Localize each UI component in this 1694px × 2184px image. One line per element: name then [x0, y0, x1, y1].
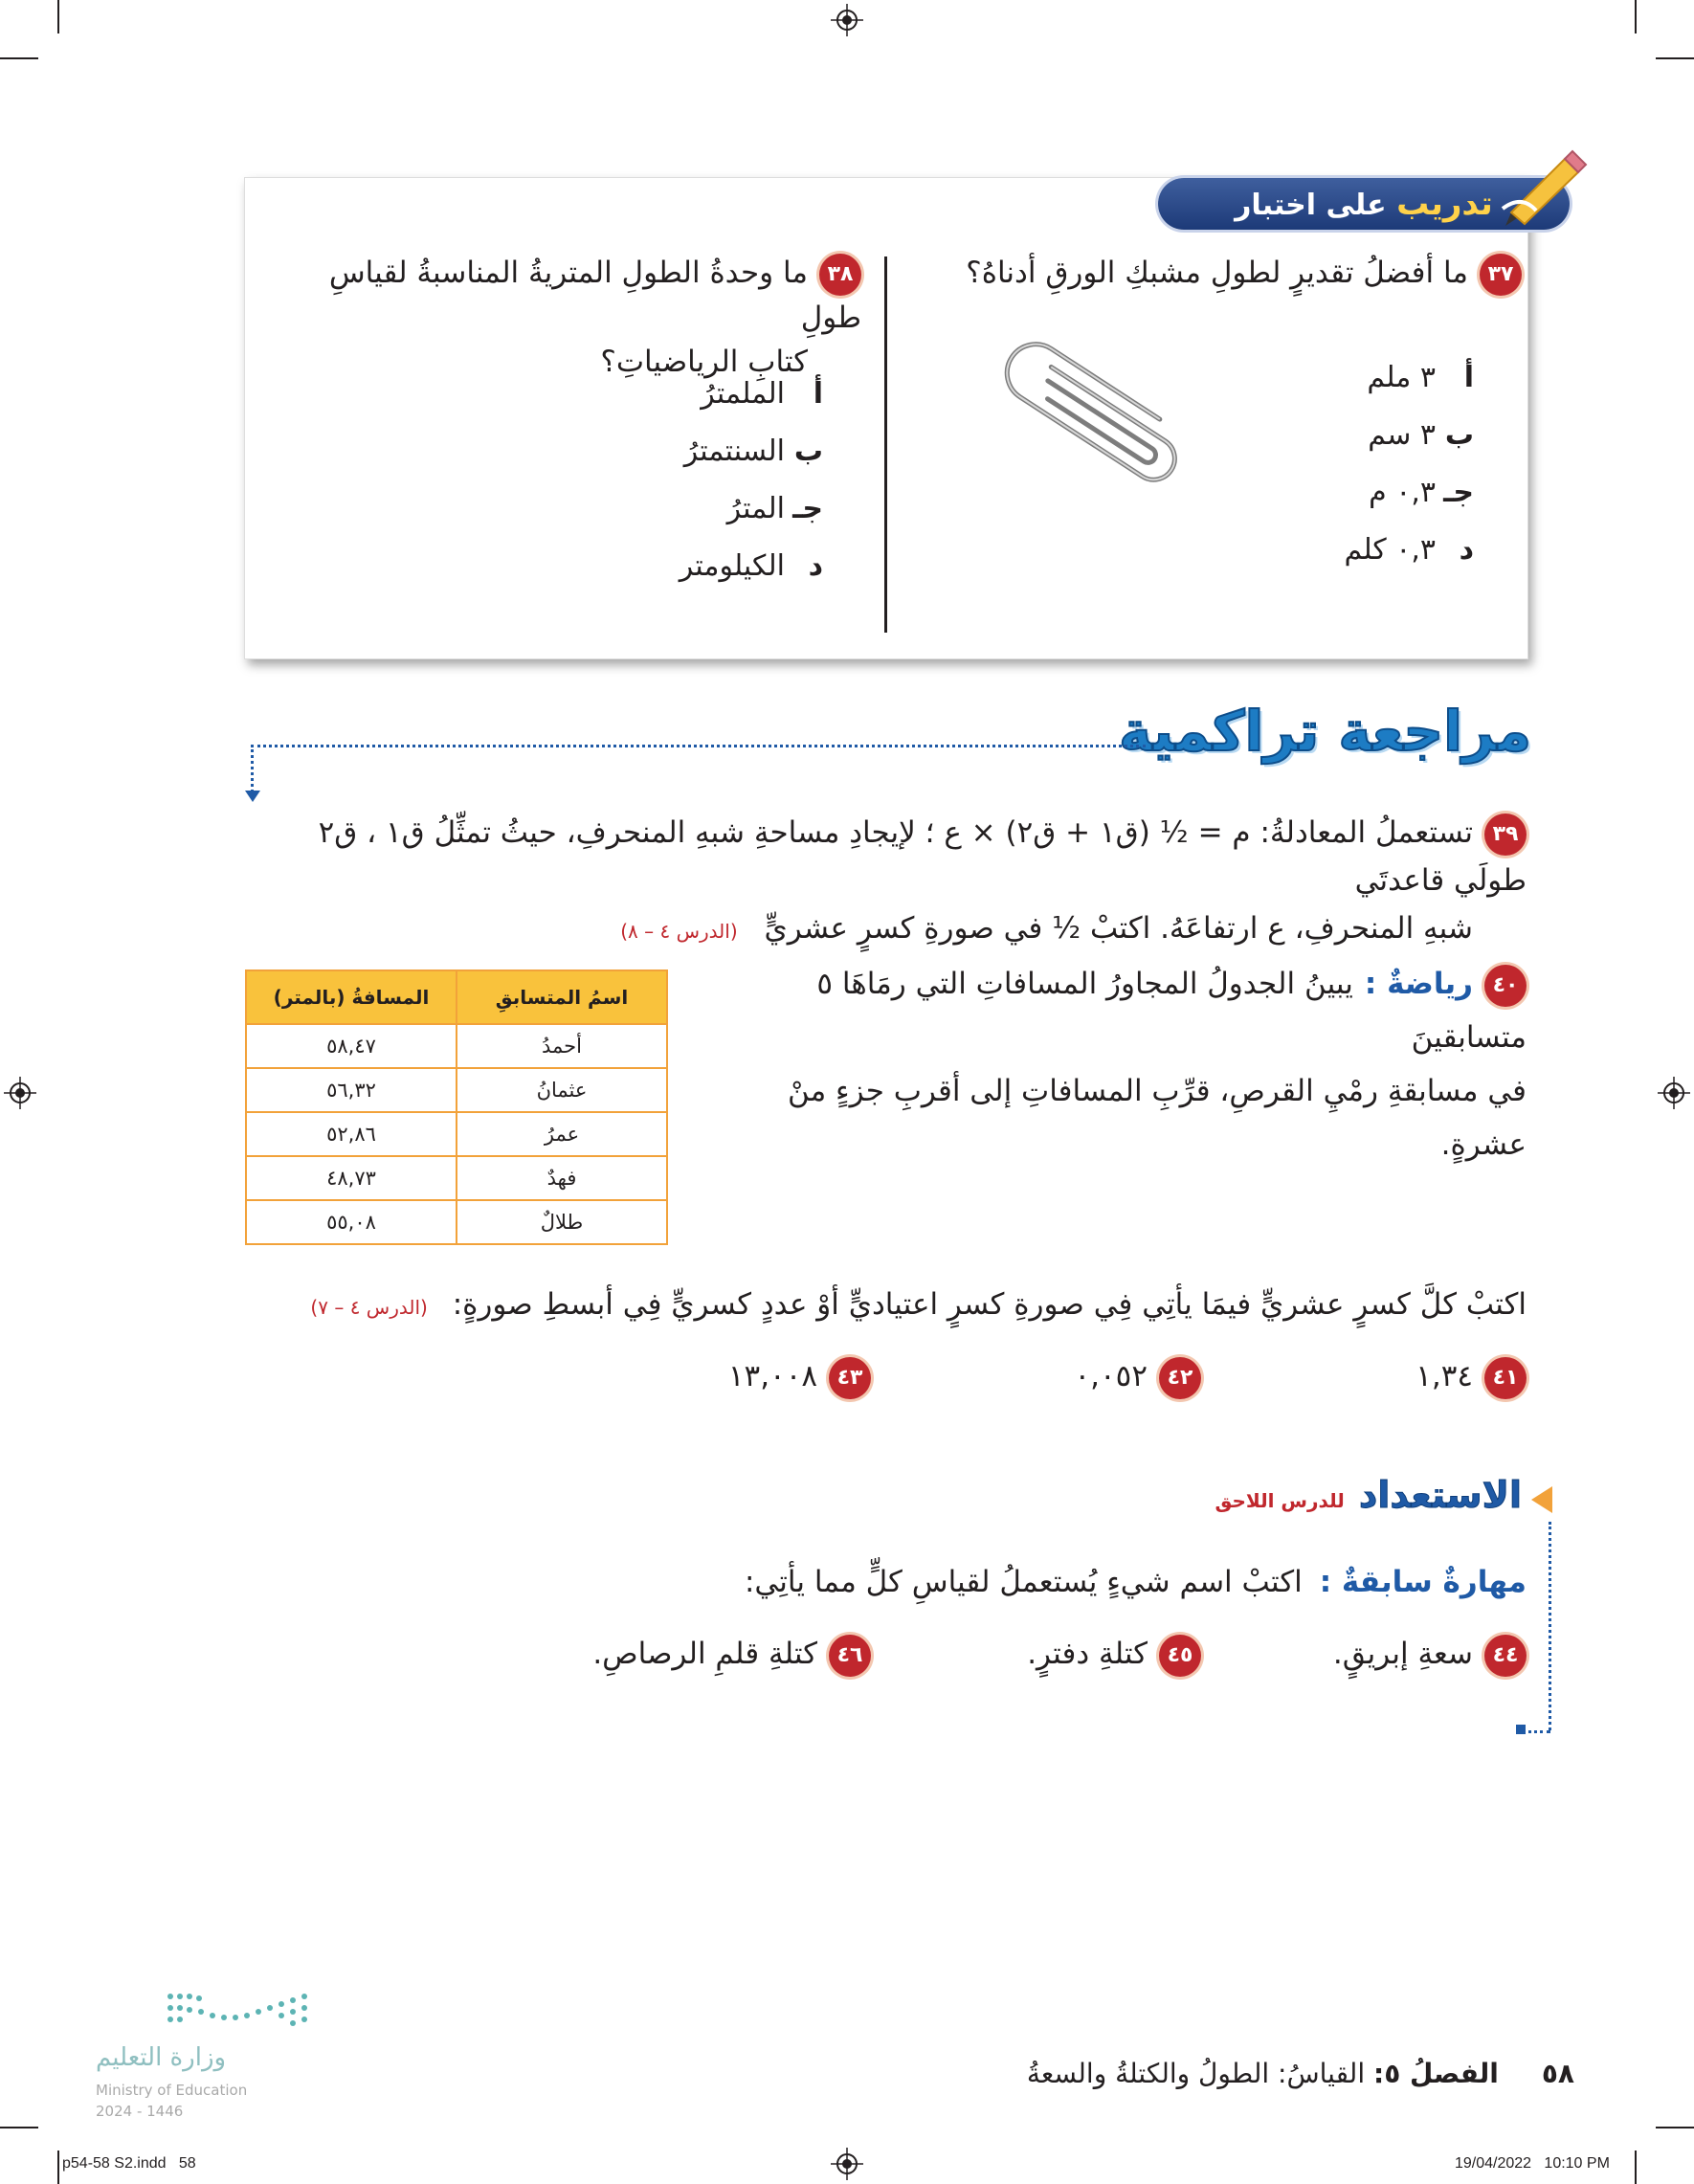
table-row: عمرُ ٥٢,٨٦ [246, 1112, 667, 1156]
chapter-title: القياسُ: الطولُ والكتلةُ والسعةُ [1026, 2058, 1366, 2089]
question-text-line2: كتابِ الرياضياتِ؟ [600, 344, 808, 379]
question-text-line2: شبهِ المنحرفِ، ع ارتفاعَهُ. اكتبْ ½ في صورةِ كسرٍ عشريٍّ [764, 911, 1473, 946]
square-marker-icon [1516, 1725, 1526, 1734]
page-footer [861, 2058, 1574, 2089]
question-39 [258, 809, 1527, 955]
print-timestamp: 19/04/2022 10:10 PM [1455, 2155, 1610, 2172]
question-text-line1: يبينُ الجدولُ المجاورُ المسافاتِ التي رمَاهَا ٥ متسابقينَ [816, 967, 1527, 1055]
ministry-name-ar: وزارة التعليم [96, 2043, 227, 2072]
dotted-guide-line [251, 745, 254, 792]
question-38 [287, 251, 861, 384]
lesson-reference: (الدرس ٤ – ٨) [620, 920, 738, 943]
skill-label: مهارةٌ سابقةٌ : [1319, 1565, 1527, 1599]
item-43: ٤٣١٣,٠٠٨ [565, 1354, 871, 1399]
question-text-line1: ما وحدةُ الطولِ المتريةُ المناسبةُ لقياسِ طولِ [328, 256, 861, 335]
table-header-row [246, 970, 667, 1024]
item-45: ٤٥كتلةِ دفترٍ. [900, 1632, 1201, 1677]
dotted-guide-line [1549, 1522, 1551, 1730]
registration-mark-icon [1658, 1077, 1690, 1109]
question-number: ٣٧ [1480, 254, 1522, 296]
item-41: ٤١١,٣٤ [1235, 1354, 1527, 1399]
option-d[interactable]: د٠,٣ كلم [1344, 533, 1474, 567]
option-b[interactable]: بالسنتمترُ [683, 435, 823, 468]
dotted-guide-line [1522, 1730, 1550, 1733]
edition-year: 2024 - 1446 [96, 2103, 184, 2120]
question-number: ٣٨ [819, 254, 861, 296]
question-text-line2: في مسابقةِ رمْيِ القرصِ، قرِّبِ المسافاتِ إلى أقربِ جزءٍ منْ عشرةٍ. [787, 1074, 1527, 1162]
skill-text: اكتبْ اسم شيءٍ يُستعملُ لقياسِ كلٍّ مما يأتِي: [744, 1565, 1303, 1599]
ministry-name-en: Ministry of Education [96, 2082, 248, 2099]
question-40 [727, 957, 1527, 1171]
preparation-subtitle: للدرس اللاحق [1215, 1489, 1345, 1512]
distances-table [245, 969, 668, 1245]
registration-mark-icon [4, 1077, 36, 1109]
page-number: ٥٨ [1541, 2058, 1574, 2089]
question-text-line1: تستعملُ المعادلةُ: م = ½ (ق١ + ق٢) × ع ؛ لإيجادِ مساحةِ شبهِ المنحرفِ، حيثُ تمثِّلُ ق١ ، ق٢ طولَي قاعدتَي [318, 815, 1527, 898]
question-text: ما أفضلُ تقديرٍ لطولِ مشبكِ الورقِ أدناهُ؟ [966, 256, 1468, 290]
ministry-logo-icon [163, 1989, 316, 2035]
table-row: فهدٌ ٤٨,٧٣ [246, 1156, 667, 1200]
item-42: ٤٢٠,٠٥٢ [900, 1354, 1201, 1399]
item-44: ٤٤سعةِ إبريقٍ. [1206, 1632, 1527, 1677]
option-d[interactable]: دالكيلومتر [679, 549, 823, 583]
registration-mark-icon [831, 4, 863, 36]
badge-label-highlight: تدريب [1396, 185, 1493, 223]
question-37 [919, 251, 1522, 296]
q38-options [593, 366, 823, 595]
preparation-header [1101, 1474, 1522, 1516]
paperclip-icon [991, 335, 1201, 507]
table-row: طلالٌ ٥٥,٠٨ [246, 1200, 667, 1244]
registration-mark-icon [831, 2148, 863, 2180]
option-a[interactable]: أالملمترُ [701, 377, 823, 411]
table-row: أحمدُ ٥٨,٤٧ [246, 1024, 667, 1068]
question-number: ٣٩ [1484, 813, 1527, 856]
topic-label: رياضةٌ : [1364, 967, 1473, 1001]
cumulative-review-title: مراجعة تراكمية [1119, 699, 1531, 764]
dotted-guide-line [251, 745, 1146, 747]
triangle-marker-icon [1531, 1486, 1552, 1513]
instruction-text: اكتبْ كلَّ كسرٍ عشريٍّ فيمَا يأتِي فِي صورةِ كسرٍ اعتياديٍّ أوْ عددٍ كسريٍّ فِي أبسطِ صورةٍ: [452, 1287, 1527, 1322]
lesson-reference: (الدرس ٤ – ٧) [310, 1296, 428, 1319]
option-b[interactable]: ب٣ سم [1368, 418, 1474, 452]
option-a[interactable]: أ٣ ملم [1367, 361, 1474, 394]
q37-options [1244, 349, 1474, 579]
question-number: ٤٠ [1484, 965, 1527, 1007]
prior-skill [670, 1560, 1527, 1604]
instruction-41-43 [287, 1282, 1527, 1329]
badge-label: على اختبار [1235, 189, 1387, 222]
item-46: ٤٦كتلةِ قلمِ الرصاصِ. [536, 1632, 871, 1677]
preparation-title: الاستعداد [1358, 1474, 1522, 1516]
column-divider [884, 256, 887, 633]
print-file-name: p54-58 S2.indd 58 [62, 2155, 196, 2172]
arrow-down-icon [245, 791, 260, 802]
table-row: عثمانُ ٥٦,٣٢ [246, 1068, 667, 1112]
option-c[interactable]: جـالمترُ [726, 492, 823, 525]
pencil-icon [1498, 142, 1594, 228]
column-header: اسمُ المتسابقِ [457, 970, 667, 1024]
chapter-label: الفصلُ ٥: [1373, 2058, 1499, 2089]
column-header: المسافةُ (بالمتر) [246, 970, 457, 1024]
option-c[interactable]: جـ٠,٣ م [1369, 476, 1474, 509]
